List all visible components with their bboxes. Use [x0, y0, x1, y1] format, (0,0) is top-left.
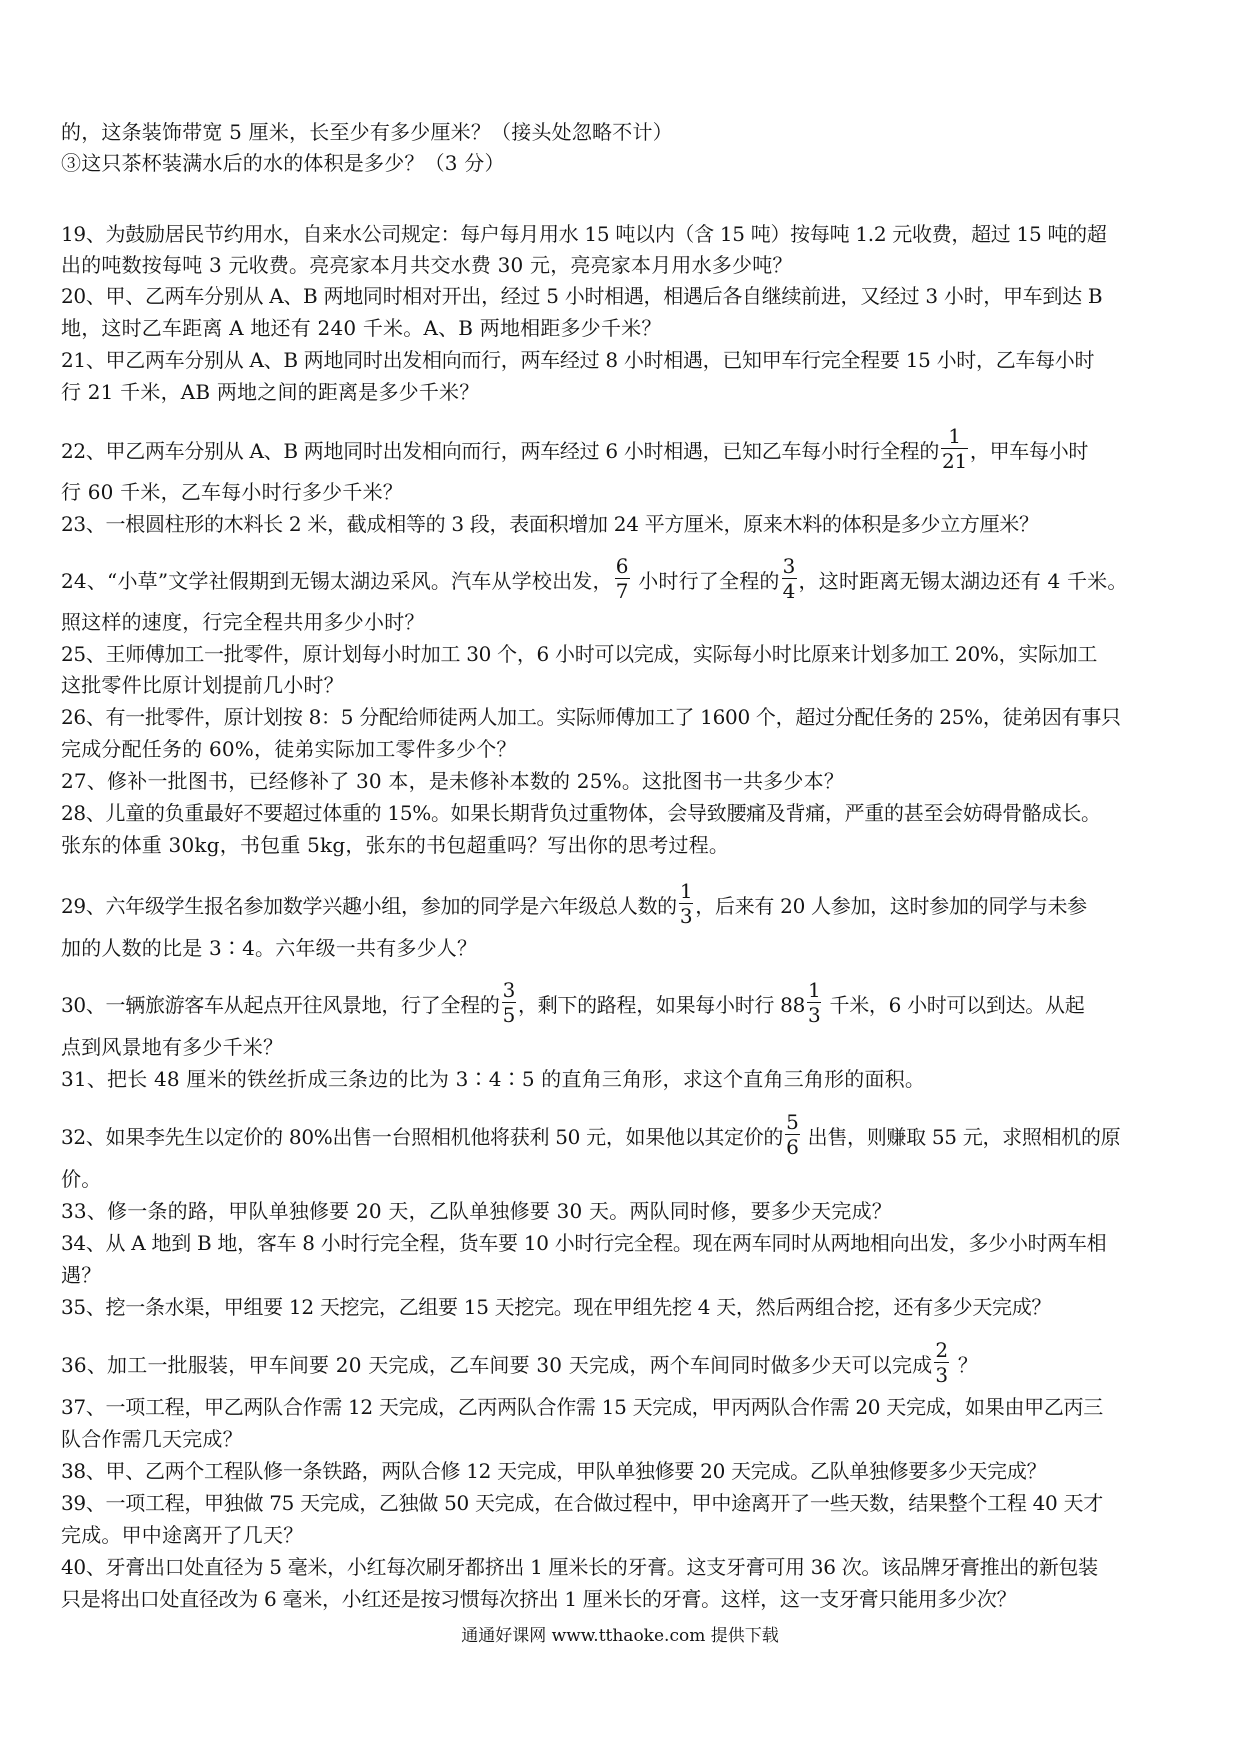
fraction-1-3-mixed: [807, 980, 821, 1025]
problem-35-line: 35、挖一条水渠，甲组要 12 天挖完，乙组要 15 天挖完。现在甲组先挖 4 天，然后两组合挖，还有多少天完成？: [61, 1295, 1052, 1319]
fraction-denominator: 5: [502, 1003, 515, 1027]
problem-29-line-1: [61, 879, 1191, 930]
page-footer-credit: 通通好课网 www.tthaoke.com 提供下载: [461, 1626, 779, 1646]
problem-40-line-1: 40、牙膏出口处直径为 5 毫米，小红每次刷牙都挤出 1 厘米长的牙膏。这支牙膏可用 36 次。该品牌牙膏推出的新包装: [61, 1555, 1098, 1579]
fraction-denominator: 4: [782, 579, 796, 603]
text-line: ③这只茶杯装满水后的水的体积是多少？（3 分）: [61, 151, 505, 175]
problem-30-text-a: 30、一辆旅游客车从起点开往风景地，行了全程的: [61, 993, 500, 1017]
fraction-5-6: [785, 1112, 799, 1157]
fraction-numerator: 2: [935, 1338, 949, 1362]
problem-25-line-2: 这批零件比原计划提前几小时？: [61, 673, 344, 697]
problem-40-line-2: 只是将出口处直径改为 6 毫米，小红还是按习惯每次挤出 1 厘米长的牙膏。这样，这一支牙膏只能用多少次？: [61, 1587, 1017, 1611]
problem-30-line-2: 点到风景地有多少千米？: [61, 1035, 284, 1059]
problem-26-line-2: 完成分配任务的 60%，徒弟实际加工零件多少个？: [61, 737, 517, 761]
problem-39-line-2: 完成。甲中途离开了几天？: [61, 1523, 304, 1547]
problem-20-line-2: 地，这时乙车距离 A 地还有 240 千米。A、B 两地相距多少千米？: [61, 316, 662, 340]
problem-30-text-b: ，剩下的路程，如果每小时行 88: [518, 993, 806, 1017]
problem-32-line-2: 价。: [61, 1167, 102, 1191]
problem-21-line-1: 21、甲乙两车分别从 A、B 两地同时出发相向而行，两车经过 8 小时相遇，已知甲车行完全程要 15 小时，乙车每小时: [61, 348, 1095, 372]
problem-22-text-b: ，甲车每小时: [969, 439, 1089, 463]
fraction-denominator: 7: [615, 579, 629, 603]
problem-29-text-a: 29、六年级学生报名参加数学兴趣小组，参加的同学是六年级总人数的: [61, 894, 677, 918]
text-line: 的，这条装饰带宽 5 厘米，长至少有多少厘米？（接头处忽略不计）: [61, 120, 673, 144]
problem-30-text-c: 千米，6 小时可以到达。从起: [823, 993, 1085, 1017]
fraction-denominator: 6: [786, 1135, 799, 1159]
problem-33-line: 33、修一条的路，甲队单独修要 20 天，乙队单独修要 30 天。两队同时修，要多少天完成？: [61, 1199, 892, 1223]
fraction-1-21: [941, 426, 968, 471]
fraction-2-3: [934, 1340, 949, 1385]
problem-29-text-b: ，后来有 20 人参加，这时参加的同学与未参: [695, 894, 1087, 918]
fraction-numerator: 1: [679, 879, 693, 903]
problem-22-line-1: [61, 424, 1191, 475]
problem-38-line: 38、甲、乙两个工程队修一条铁路，两队合修 12 天完成，甲队单独修要 20 天完成。乙队单独修要多少天完成？: [61, 1459, 1047, 1483]
problem-25-line-1: 25、王师傅加工一批零件，原计划每小时加工 30 个，6 小时可以完成，实际每小时比原来计划多加工 20%，实际加工: [61, 642, 1098, 666]
problem-20-line-1: 20、甲、乙两车分别从 A、B 两地同时相对开出，经过 5 小时相遇，相遇后各自继续前进，又经过 3 小时，甲车到达 B: [61, 284, 1103, 308]
problem-36-line: [61, 1338, 1191, 1389]
fraction-6-7: [615, 556, 630, 601]
problem-34-line-2: 遇？: [61, 1263, 102, 1287]
problem-24-text-a: 24、“小草”文学社假期到无锡太湖边采风。汽车从学校出发，: [61, 569, 613, 593]
fraction-1-3: [679, 881, 693, 926]
fraction-3-5: [502, 980, 516, 1025]
problem-32-text-a: 32、如果李先生以定价的 80%出售一台照相机他将获利 50 元，如果他以其定价的: [61, 1125, 784, 1149]
fraction-numerator: 3: [782, 554, 796, 578]
problem-32-line-1: [61, 1110, 1191, 1161]
problem-24-text-c: ，这时距离无锡太湖边还有 4 千米。: [798, 569, 1128, 593]
fraction-numerator: 6: [615, 554, 629, 578]
fraction-3-4: [782, 556, 797, 601]
fraction-denominator: 3: [935, 1363, 949, 1387]
problem-23-line: 23、一根圆柱形的木料长 2 米，截成相等的 3 段，表面积增加 24 平方厘米，原来木料的体积是多少立方厘米？: [61, 512, 1039, 536]
problem-28-line-2: 张东的体重 30kg，书包重 5kg，张东的书包超重吗？写出你的思考过程。: [61, 833, 730, 857]
problem-39-line-1: 39、一项工程，甲独做 75 天完成，乙独做 50 天完成，在合做过程中，甲中途离开了一些天数，结果整个工程 40 天才: [61, 1491, 1103, 1515]
problem-34-line-1: 34、从 A 地到 B 地，客车 8 小时行完全程，货车要 10 小时行完全程。现在两车同时从两地相向出发，多少小时两车相: [61, 1231, 1107, 1255]
problem-37-line-2: 队合作需几天完成？: [61, 1427, 243, 1451]
problem-19-line-1: 19、为鼓励居民节约用水，自来水公司规定：每户每月用水 15 吨以内（含 15 吨）按每吨 1.2 元收费，超过 15 吨的超: [61, 222, 1107, 246]
problem-26-line-1: 26、有一批零件，原计划按 8：5 分配给师徒两人加工。实际师傅加工了 1600 个，超过分配任务的 25%，徒弟因有事只: [61, 705, 1121, 729]
problem-24-text-b: 小时行了全程的: [631, 569, 780, 593]
problem-21-line-2: 行 21 千米，AB 两地之间的距离是多少千米？: [61, 380, 480, 404]
problem-31-line: 31、把长 48 厘米的铁丝折成三条边的比为 3∶4∶5 的直角三角形，求这个直角三角形的面积。: [61, 1067, 926, 1091]
fraction-numerator: 1: [948, 424, 961, 448]
problem-24-line-2: 照这样的速度，行完全程共用多少小时？: [61, 610, 425, 634]
problem-37-line-1: 37、一项工程，甲乙两队合作需 12 天完成，乙丙两队合作需 15 天完成，甲丙两队合作需 20 天完成，如果由甲乙丙三: [61, 1395, 1103, 1419]
fraction-denominator: 3: [679, 904, 693, 928]
problem-22-line-2: 行 60 千米，乙车每小时行多少千米？: [61, 480, 403, 504]
fraction-denominator: 3: [808, 1003, 821, 1027]
problem-32-text-b: 出售，则赚取 55 元，求照相机的原: [801, 1125, 1121, 1149]
problem-36-text-b: ？: [951, 1353, 979, 1377]
fraction-numerator: 5: [786, 1110, 799, 1134]
problem-30-line-1: [61, 978, 1191, 1029]
problem-24-line-1: [61, 554, 1191, 605]
problem-27-line: 27、修补一批图书，已经修补了 30 本，是未修补本数的 25%。这批图书一共多少本？: [61, 769, 845, 793]
fraction-denominator: 21: [942, 449, 967, 473]
problem-29-line-2: 加的人数的比是 3∶4。六年级一共有多少人？: [61, 936, 478, 960]
problem-36-text-a: 36、加工一批服装，甲车间要 20 天完成，乙车间要 30 天完成，两个车间同时做多少天可以完成: [61, 1353, 933, 1377]
problem-22-text-a: 22、甲乙两车分别从 A、B 两地同时出发相向而行，两车经过 6 小时相遇，已知乙车每小时行全程的: [61, 439, 940, 463]
fraction-numerator: 3: [502, 978, 515, 1002]
fraction-numerator: 1: [808, 978, 821, 1002]
problem-28-line-1: 28、儿童的负重最好不要超过体重的 15%。如果长期背负过重物体，会导致腰痛及背痛，严重的甚至会妨碍骨骼成长。: [61, 801, 1101, 825]
problem-19-line-2: 出的吨数按每吨 3 元收费。亮亮家本月共交水费 30 元，亮亮家本月用水多少吨？: [61, 253, 793, 277]
